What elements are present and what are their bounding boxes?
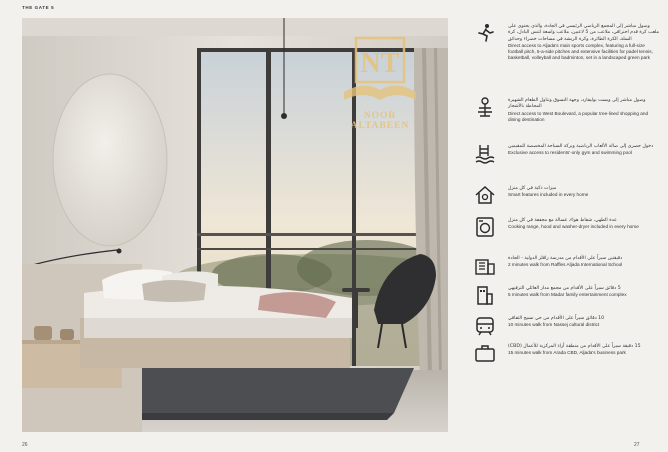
feature-ar-text: وصول مباشر إلى المجمع الرياضي الرئيسي في الجادة، والذي يحتوي على ملعب كرة قدم احترافي، ملاعب من 5 لاعبين، ملاعب واسعة لتنس البادل، كرة السلة، الكرة الطائرة، وكرة الريشة في مساحات خضراء وحدائق bbox=[508, 24, 660, 42]
feature-ar-text: 15 دقيقة سيراً على الأقدام من منطقة أرادَ المركزية للأعمال (CBD) bbox=[508, 344, 641, 349]
smart-home-icon bbox=[474, 184, 496, 206]
document-header-tag: THE GATE 5 bbox=[22, 5, 55, 10]
watermark-logo bbox=[334, 34, 426, 134]
feature-en-text: Direct access to West Boulevard, a popular tree-lined shopping and dining destination bbox=[508, 110, 649, 122]
logo-name: NOOR ALTABEEN bbox=[350, 111, 410, 131]
book-crest-icon bbox=[334, 34, 426, 112]
washer-icon bbox=[474, 216, 496, 238]
feature-ar-text: 10 دقائق سيراً على الأقدام من حي نسيج الثقافي bbox=[508, 316, 605, 321]
runner-icon bbox=[474, 22, 496, 44]
park-icon bbox=[474, 96, 496, 118]
feature-en-text: 5 minutes walk from Madar family entertainment complex bbox=[508, 292, 627, 298]
page-number-right: 27 bbox=[634, 442, 640, 448]
pool-icon bbox=[474, 142, 496, 164]
feature-ar-text: ميزات ذكية في كل منزل bbox=[508, 186, 557, 191]
feature-en-text: Smart features included in every home bbox=[508, 192, 589, 198]
feature-ar-text: دقيقتين سيراً على الأقدام من مدرسة رافلز الدولية - الجادة bbox=[508, 256, 623, 261]
feature-en-text: 10 minutes walk from Nassej cultural district bbox=[508, 322, 600, 328]
entertainment-icon bbox=[474, 284, 496, 306]
feature-en-text: Exclusive access to residents'-only gym and swimming pool bbox=[508, 150, 632, 156]
feature-ar-text: عدة الطهي، شفاط هواء، غسالة مع مجففة في كل منزل bbox=[508, 218, 617, 223]
school-icon bbox=[474, 254, 496, 276]
bedroom-photo bbox=[22, 18, 448, 432]
feature-ar-text: وصول مباشر إلى ويست بوليفارد، وجهة التسوق وتناول الطعام الشهيرة المحاطة بالأشجار bbox=[508, 98, 646, 110]
page-number-left: 26 bbox=[22, 442, 28, 448]
feature-en-text: 2 minutes walk from Raffles Aljada International School bbox=[508, 262, 623, 268]
culture-icon bbox=[474, 314, 496, 336]
feature-ar-text: 5 دقائق سيراً على الأقدام من مجمع مدار العائلي الترفيهي bbox=[508, 286, 621, 291]
logo-monogram: NT bbox=[360, 48, 400, 79]
briefcase-icon bbox=[474, 342, 496, 364]
feature-en-text: 15 minutes walk from Arada CBD, Aljada's business park bbox=[508, 350, 626, 356]
feature-ar-text: دخول حصري إلى صالة الألعاب الرياضية وبركة السباحة المخصصة للمقيمين bbox=[508, 144, 654, 149]
feature-en-text: Direct access to Aljada's main sports complex, featuring a full-size football pitch, 5-a-side pitches and extensive facilities for padel tennis, basketball, volleyball and badminton, set in a landscaped green park bbox=[508, 42, 653, 61]
feature-en-text: Cooking range, hood and washer-dryer included in every home bbox=[508, 224, 639, 230]
